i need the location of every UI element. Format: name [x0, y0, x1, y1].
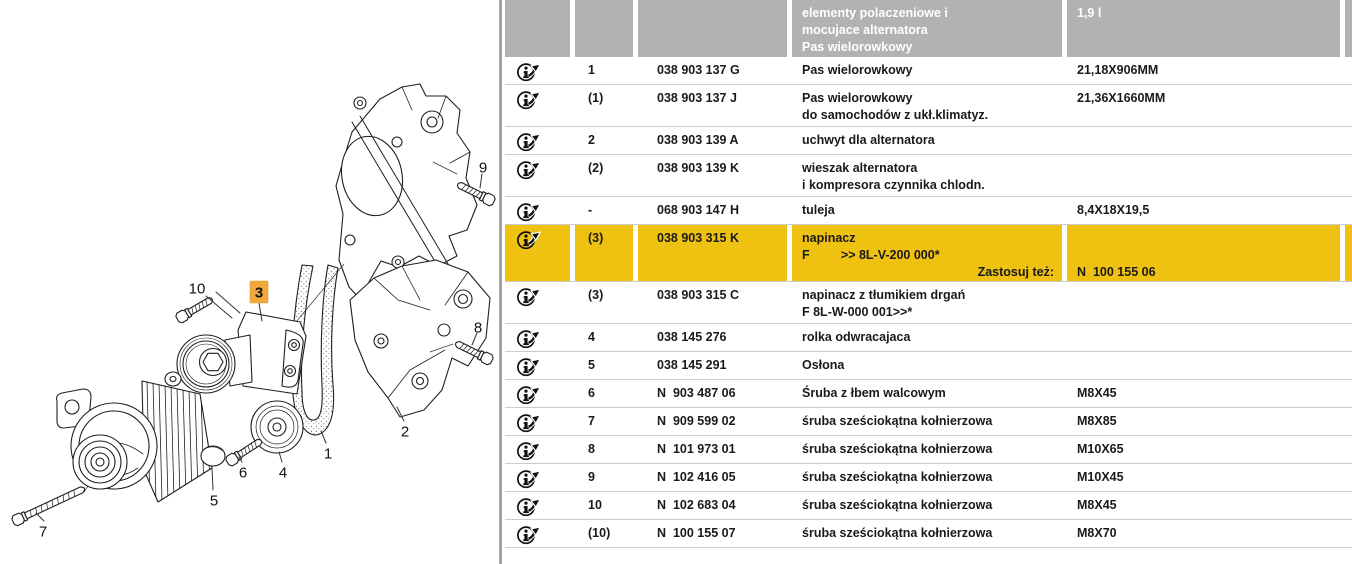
part-description [792, 57, 1062, 84]
row-icon-cell [505, 225, 570, 281]
part-number[interactable]: N 102 683 04 [657, 498, 736, 512]
tensioner-drawing [165, 312, 306, 394]
position-number: (10) [588, 526, 611, 540]
part-number[interactable]: 038 903 137 J [657, 91, 737, 105]
description-line: Pas wielorowkowy [802, 91, 913, 105]
dimension-value: 21,36X1660MM [1077, 91, 1166, 105]
position-number: 6 [588, 386, 595, 400]
description-line: rolka odwracajaca [802, 330, 911, 344]
header-part-cell [638, 0, 787, 57]
info-arrow-icon [516, 523, 543, 546]
apply-also-label: Zastosuj też: [977, 265, 1054, 279]
info-arrow-icon[interactable] [516, 130, 546, 153]
info-arrow-icon[interactable] [516, 327, 546, 350]
part-dimensions [1067, 352, 1340, 379]
description-line: śruba sześciokątna kołnierzowa [802, 414, 993, 428]
header-edge-cell [1345, 0, 1352, 57]
description-line: F >> 8L-V-200 000* [802, 248, 940, 262]
cap-drawing [201, 446, 225, 466]
parts-table-pane [505, 0, 1352, 564]
description-line: śruba sześciokątna kołnierzowa [802, 526, 993, 540]
position-number: 4 [588, 330, 595, 344]
row-edge-cell [1345, 436, 1352, 463]
info-arrow-icon[interactable] [516, 285, 546, 308]
position-number: 9 [588, 470, 595, 484]
part-number[interactable]: 068 903 147 H [657, 203, 740, 217]
row-edge-cell [1345, 57, 1352, 84]
header-line-3: Pas wielorowkowy [802, 40, 913, 54]
description-line: napinacz z tłumikiem drgań [802, 288, 966, 302]
callout-5[interactable]: 5 [209, 492, 219, 510]
part-description [792, 492, 1062, 519]
row-icon-cell [505, 520, 570, 547]
part-dimensions [1067, 492, 1340, 519]
table-row[interactable] [505, 197, 1352, 225]
part-description [792, 282, 1062, 323]
part-dimensions [1067, 155, 1340, 196]
row-icon-cell [505, 197, 570, 224]
header-line-2: mocujace alternatora [802, 23, 928, 37]
row-edge-cell [1345, 197, 1352, 224]
callout-leader-line [279, 452, 282, 462]
description-line: tuleja [802, 203, 835, 217]
description-line: F 8L-W-000 001>>* [802, 305, 913, 319]
row-edge-cell [1345, 127, 1352, 154]
info-arrow-icon[interactable] [516, 439, 546, 462]
info-arrow-icon[interactable] [516, 88, 546, 111]
info-arrow-icon [516, 355, 543, 378]
row-icon-cell [505, 57, 570, 84]
info-arrow-icon [516, 60, 543, 83]
part-description [792, 197, 1062, 224]
info-arrow-icon [516, 383, 543, 406]
callout-8[interactable]: 8 [473, 319, 483, 337]
part-description [792, 408, 1062, 435]
description-line: śruba sześciokątna kołnierzowa [802, 498, 993, 512]
info-arrow-icon[interactable] [516, 355, 546, 378]
part-number[interactable]: N 102 416 05 [657, 470, 736, 484]
row-icon-cell [505, 352, 570, 379]
table-row[interactable] [505, 324, 1352, 352]
position-number: (3) [575, 225, 633, 281]
description-line: wieszak alternatora [802, 161, 918, 175]
description-line: Osłona [802, 358, 845, 372]
position-number: 8 [588, 442, 595, 456]
info-arrow-icon[interactable] [516, 411, 546, 434]
info-arrow-icon[interactable] [516, 200, 546, 223]
table-row[interactable] [505, 520, 1352, 548]
position-number: 7 [588, 414, 595, 428]
header-description-cell [792, 0, 1062, 57]
dimension-value: M8X45 [1077, 386, 1117, 400]
table-row[interactable] [505, 155, 1352, 197]
callout-9[interactable]: 9 [478, 159, 488, 177]
part-number[interactable]: 038 903 137 G [657, 63, 740, 77]
part-number[interactable]: 038 903 139 K [657, 161, 740, 175]
info-arrow-icon [516, 88, 543, 111]
table-row[interactable] [505, 127, 1352, 155]
part-number[interactable]: 038 903 315 K [638, 225, 787, 281]
dimension-value: M8X85 [1077, 414, 1117, 428]
row-icon-cell [505, 380, 570, 407]
row-edge-cell [1345, 380, 1352, 407]
row-edge-cell [1345, 492, 1352, 519]
part-dimensions [1067, 436, 1340, 463]
alternator-exploded-drawing [0, 0, 499, 564]
row-icon-cell [505, 282, 570, 323]
info-arrow-icon [516, 411, 543, 434]
position-number: 2 [588, 133, 595, 147]
position-number: (3) [588, 288, 604, 302]
callout-7[interactable]: 7 [38, 523, 48, 541]
part-description [792, 155, 1062, 196]
part-description [792, 520, 1062, 547]
header-line-1: elementy polaczeniowe i [802, 6, 948, 20]
position-number: 1 [588, 63, 595, 77]
part-description [792, 436, 1062, 463]
callout-1[interactable]: 1 [323, 445, 333, 463]
table-body [505, 57, 1352, 548]
part-dimensions [1067, 57, 1340, 84]
part-number[interactable]: N 903 487 06 [657, 386, 736, 400]
info-arrow-icon [516, 158, 543, 181]
table-row[interactable] [505, 492, 1352, 520]
dimension-value: M8X45 [1077, 498, 1117, 512]
dimension-value: M10X45 [1077, 470, 1124, 484]
table-row[interactable] [505, 282, 1352, 324]
position-number: (1) [588, 91, 604, 105]
row-icon-cell [505, 155, 570, 196]
dimension-value: M8X70 [1077, 526, 1117, 540]
table-row[interactable] [505, 85, 1352, 127]
row-edge-cell [1345, 324, 1352, 351]
row-edge-cell [1345, 352, 1352, 379]
info-arrow-icon [516, 130, 543, 153]
row-edge-cell [1345, 408, 1352, 435]
info-arrow-icon [516, 200, 543, 223]
callout-leader-line [206, 296, 232, 318]
row-edge-cell [1345, 464, 1352, 491]
info-arrow-icon[interactable] [516, 60, 546, 83]
callout-3[interactable]: 3 [254, 284, 264, 302]
table-row[interactable] [505, 464, 1352, 492]
part-dimensions [1067, 197, 1340, 224]
alternator-drawing [57, 380, 212, 505]
position-number: 5 [588, 358, 595, 372]
row-icon-cell [505, 464, 570, 491]
bolt-6-drawing [225, 436, 265, 467]
callout-2[interactable]: 2 [400, 423, 410, 441]
info-arrow-icon[interactable] [516, 383, 546, 406]
table-row[interactable] [505, 57, 1352, 85]
row-icon-cell [505, 492, 570, 519]
row-icon-cell [505, 436, 570, 463]
info-arrow-icon[interactable] [516, 158, 546, 181]
table-row[interactable] [505, 408, 1352, 436]
table-header-row [505, 0, 1352, 57]
row-icon-cell [505, 127, 570, 154]
callout-6[interactable]: 6 [238, 464, 248, 482]
info-arrow-icon[interactable] [516, 523, 546, 546]
callout-leader-line [321, 431, 326, 443]
description-line: śruba sześciokątna kołnierzowa [802, 442, 993, 456]
part-dimensions [1067, 520, 1340, 547]
position-number: 10 [588, 498, 602, 512]
part-number[interactable]: N 100 155 07 [657, 526, 736, 540]
callout-leader-line [216, 292, 240, 313]
part-description [792, 352, 1062, 379]
part-dimensions [1067, 127, 1340, 154]
info-arrow-icon[interactable] [516, 495, 546, 518]
position-number: - [588, 203, 593, 217]
dimension-value: 21,18X906MM [1077, 63, 1159, 77]
info-arrow-icon [516, 439, 543, 462]
exploded-diagram-pane [0, 0, 499, 564]
row-icon-cell [505, 408, 570, 435]
part-dimensions [1067, 282, 1340, 323]
part-number[interactable]: 038 145 276 [657, 330, 727, 344]
description-line: Śruba z łbem walcowym [802, 386, 946, 400]
table-row[interactable] [505, 380, 1352, 408]
part-dimensions [1067, 464, 1340, 491]
part-number[interactable]: 038 903 139 A [657, 133, 739, 147]
part-dimensions [1067, 380, 1340, 407]
part-number[interactable]: 038 903 315 C [657, 288, 740, 302]
part-dimensions [1067, 225, 1340, 281]
callout-leader-line [36, 513, 44, 521]
dimension-value: M10X65 [1077, 442, 1124, 456]
part-number[interactable]: N 101 973 01 [657, 442, 736, 456]
info-arrow-icon [516, 327, 543, 350]
info-arrow-icon[interactable] [516, 228, 546, 251]
part-description [792, 380, 1062, 407]
description-line: uchwyt dla alternatora [802, 133, 935, 147]
part-number[interactable]: 038 145 291 [657, 358, 727, 372]
table-row[interactable] [505, 352, 1352, 380]
part-description [792, 225, 1062, 281]
part-description [792, 85, 1062, 126]
description-line: napinacz [802, 231, 856, 245]
info-arrow-icon [516, 228, 543, 251]
callout-10[interactable]: 10 [188, 280, 206, 298]
row-edge-cell [1345, 282, 1352, 323]
row-icon-cell [505, 324, 570, 351]
part-number[interactable]: N 909 599 02 [657, 414, 736, 428]
position-number: (2) [588, 161, 604, 175]
part-description [792, 324, 1062, 351]
description-line: Pas wielorowkowy [802, 63, 913, 77]
header-position-cell [575, 0, 633, 57]
callout-4[interactable]: 4 [278, 464, 288, 482]
part-description [792, 127, 1062, 154]
part-dimensions [1067, 324, 1340, 351]
table-row[interactable] [505, 225, 1352, 282]
info-arrow-icon [516, 467, 543, 490]
apply-also-part-number[interactable]: N 100 155 06 [1077, 265, 1156, 279]
part-description [792, 464, 1062, 491]
bolt-7-drawing [11, 484, 87, 527]
header-engine-cell: 1,9 l [1067, 0, 1340, 57]
table-row[interactable] [505, 436, 1352, 464]
row-edge-cell [1345, 155, 1352, 196]
row-edge-cell [1345, 520, 1352, 547]
part-dimensions [1067, 408, 1340, 435]
callout-leader-line [212, 468, 213, 490]
info-arrow-icon [516, 285, 543, 308]
description-line: śruba sześciokątna kołnierzowa [802, 470, 993, 484]
row-edge-cell [1345, 85, 1352, 126]
description-line: i kompresora czynnika chlodn. [802, 178, 985, 192]
lower-bracket-drawing [350, 260, 490, 417]
row-icon-cell [505, 85, 570, 126]
row-edge-cell [1345, 225, 1352, 281]
header-icon-cell [505, 0, 570, 57]
part-dimensions [1067, 85, 1340, 126]
dimension-value: 8,4X18X19,5 [1077, 203, 1150, 217]
pane-divider [499, 0, 502, 564]
info-arrow-icon [516, 495, 543, 518]
info-arrow-icon[interactable] [516, 467, 546, 490]
description-line: do samochodów z ukł.klimatyz. [802, 108, 989, 122]
